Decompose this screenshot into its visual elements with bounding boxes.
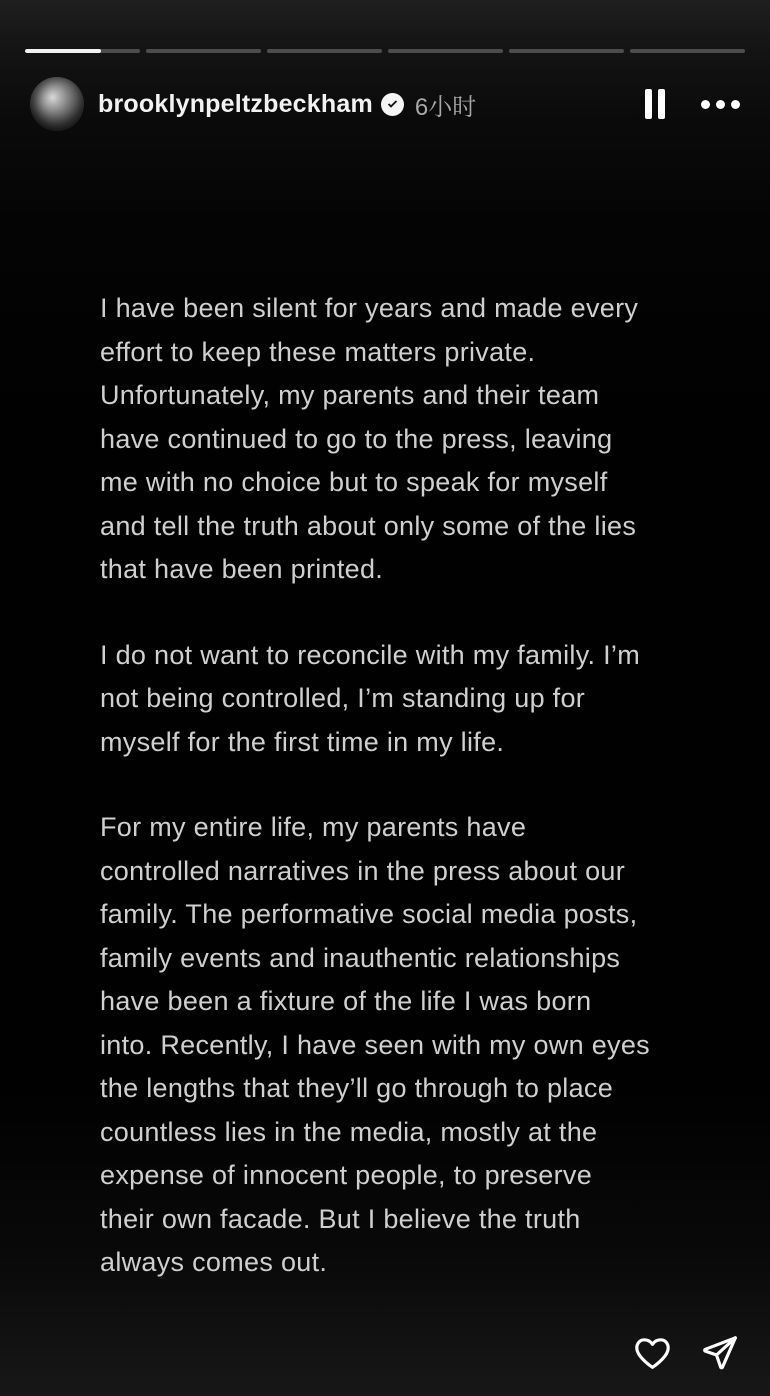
story-text-line: the lengths that they’ll go through to place [100,1073,614,1103]
story-paragraph [100,634,700,765]
story-text-line: into. Recently, I have seen with my own eyes [100,1029,650,1060]
progress-segment [25,49,140,53]
story-text-line: controlled narratives in the press about our [100,855,625,886]
verified-badge-icon [381,93,404,116]
story-text-line: countless lies in the media, mostly at the [100,1116,598,1147]
story-text-line: their own facade. But I believe the truth [100,1203,581,1234]
story-text-line: that have been printed. [100,554,384,584]
story-text-line: family. The performative social media posts, [100,899,638,929]
progress-segment [388,49,503,53]
progress-segment [630,49,745,53]
story-text-line: expense of innocent people, to preserve [100,1160,593,1190]
story-text-line: effort to keep these matters private. [100,336,536,367]
story-text-line: always comes out. [100,1247,328,1277]
pause-icon[interactable] [641,85,669,123]
story-paragraph [100,287,700,592]
story-text-line: family events and inauthentic relationships [100,942,621,973]
story-text-line: myself for the first time in my life. [100,726,505,757]
paper-plane-icon[interactable] [700,1333,740,1373]
avatar[interactable] [30,77,84,131]
username[interactable]: brooklynpeltzbeckham [98,89,373,118]
story-text-line: I have been silent for years and made every [100,293,639,323]
story-text-line: have continued to go to the press, leaving [100,423,613,454]
more-options-icon[interactable] [699,90,742,119]
story-text [100,287,700,1285]
story-header [30,76,742,132]
story-progress-bar [25,49,745,53]
heart-icon[interactable] [632,1333,673,1373]
story-text-line: Unfortunately, my parents and their team [100,380,600,410]
progress-segment [267,49,382,53]
progress-segment [509,49,624,53]
story-text-line: not being controlled, I’m standing up for [100,683,586,713]
story-text-line: I do not want to reconcile with my family. I’m [100,639,640,670]
story-text-line: me with no choice but to speak for myself [100,467,608,497]
story-text-line: and tell the truth about only some of the lies [100,510,637,541]
story-timestamp: 6小时 [414,93,477,121]
story-actions [632,1333,740,1373]
story-text-line: have been a fixture of the life I was born [100,986,592,1016]
story-paragraph [100,806,700,1285]
progress-segment [146,49,261,53]
story-text-line: For my entire life, my parents have [100,812,527,842]
